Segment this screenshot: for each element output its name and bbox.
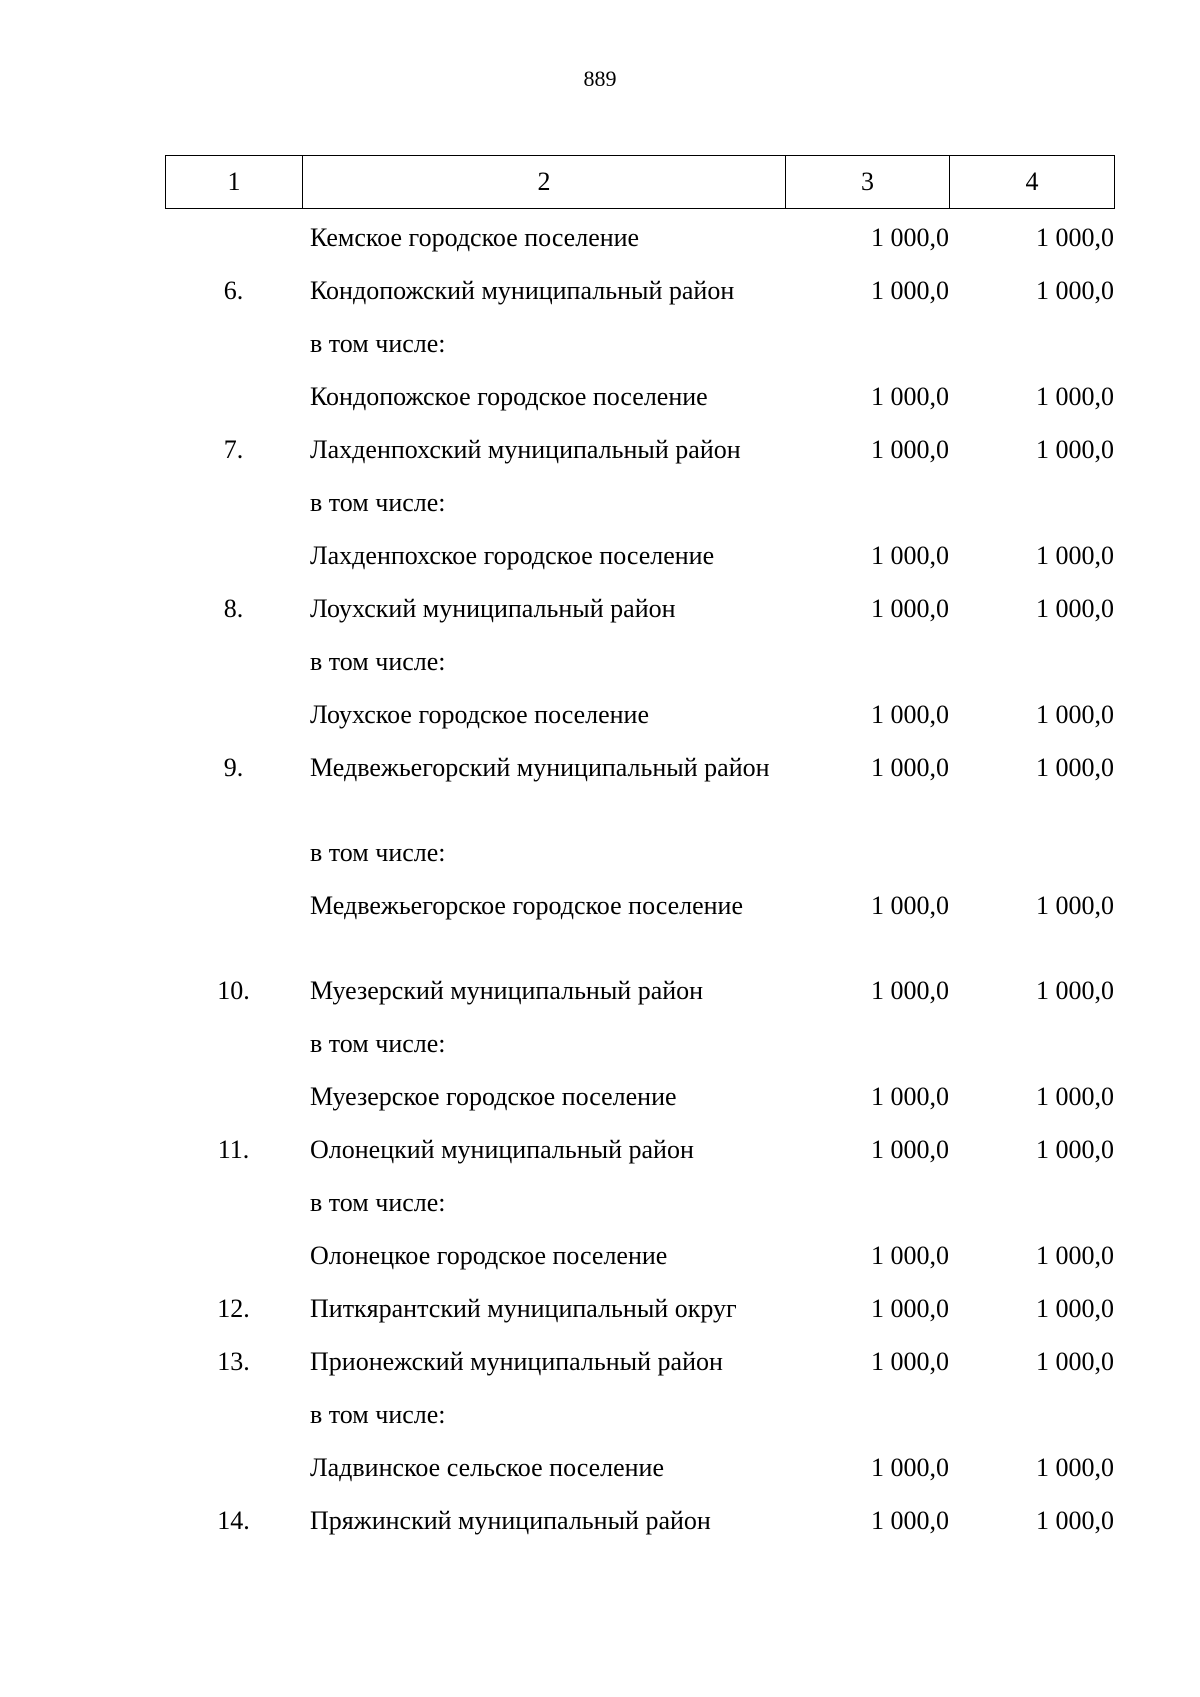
table-row <box>165 1187 1115 1240</box>
table-row <box>165 1452 1115 1505</box>
table-row <box>165 1134 1115 1187</box>
row-number: 8. <box>223 594 244 623</box>
row-number: 13. <box>217 1347 250 1376</box>
row-number: 7. <box>223 435 244 464</box>
row-name: Ладвинское сельское поселение <box>310 1453 664 1482</box>
row-name: Прионежский муниципальный район <box>310 1347 723 1376</box>
table-row <box>165 1081 1115 1134</box>
row-name: в том числе: <box>310 1400 446 1429</box>
row-value-col3: 1 000,0 <box>871 753 949 782</box>
row-name: Муезерский муниципальный район <box>310 976 704 1005</box>
row-value-col3: 1 000,0 <box>871 435 949 464</box>
table-row <box>165 434 1115 487</box>
table-row <box>165 646 1115 699</box>
row-name: Питкярантский муниципальный округ <box>310 1294 737 1323</box>
table-row <box>165 1505 1115 1558</box>
row-name: Медвежьегорский муниципальный район <box>310 753 770 782</box>
table-row <box>165 1293 1115 1346</box>
table-row <box>165 1399 1115 1452</box>
table-header <box>165 155 1115 209</box>
row-name: Лахденпохский муниципальный район <box>310 435 741 464</box>
row-value-col4: 1 000,0 <box>1036 1453 1114 1482</box>
row-value-col3: 1 000,0 <box>871 223 949 252</box>
row-value-col3: 1 000,0 <box>871 700 949 729</box>
row-name: Пряжинский муниципальный район <box>310 1506 711 1535</box>
row-value-col3: 1 000,0 <box>871 1294 949 1323</box>
row-value-col4: 1 000,0 <box>1036 541 1114 570</box>
row-value-col3: 1 000,0 <box>871 1135 949 1164</box>
row-number: 6. <box>223 276 244 305</box>
table-row <box>165 487 1115 540</box>
table-row <box>165 540 1115 593</box>
table-row <box>165 752 1115 837</box>
row-name: в том числе: <box>310 838 446 867</box>
row-value-col4: 1 000,0 <box>1036 1135 1114 1164</box>
table-row <box>165 699 1115 752</box>
row-value-col3: 1 000,0 <box>871 1453 949 1482</box>
row-value-col4: 1 000,0 <box>1036 276 1114 305</box>
row-value-col4: 1 000,0 <box>1036 700 1114 729</box>
table-row <box>165 975 1115 1028</box>
table-row <box>165 593 1115 646</box>
row-value-col4: 1 000,0 <box>1036 223 1114 252</box>
row-value-col3: 1 000,0 <box>871 1506 949 1535</box>
table-row <box>165 1240 1115 1293</box>
header-col-1: 1 <box>166 156 303 209</box>
row-value-col3: 1 000,0 <box>871 976 949 1005</box>
row-number: 11. <box>217 1135 250 1164</box>
row-value-col4: 1 000,0 <box>1036 1241 1114 1270</box>
row-value-col3: 1 000,0 <box>871 1241 949 1270</box>
row-name: Олонецкий муниципальный район <box>310 1135 694 1164</box>
row-value-col4: 1 000,0 <box>1036 594 1114 623</box>
table-row <box>165 222 1115 275</box>
row-name: в том числе: <box>310 1029 446 1058</box>
table-row <box>165 890 1115 975</box>
row-number: 10. <box>217 976 250 1005</box>
row-value-col3: 1 000,0 <box>871 1347 949 1376</box>
row-value-col3: 1 000,0 <box>871 1082 949 1111</box>
table-row <box>165 1346 1115 1399</box>
row-value-col4: 1 000,0 <box>1036 1082 1114 1111</box>
table-row <box>165 275 1115 328</box>
row-name: в том числе: <box>310 647 446 676</box>
row-name: Кемское городское поселение <box>310 223 640 252</box>
row-name: Кондопожское городское поселение <box>310 382 708 411</box>
row-value-col3: 1 000,0 <box>871 891 949 920</box>
row-name: Лоухский муниципальный район <box>310 594 676 623</box>
table-row <box>165 1028 1115 1081</box>
row-value-col3: 1 000,0 <box>871 382 949 411</box>
row-name: Медвежьегорское городское поселение <box>310 891 743 920</box>
row-name: в том числе: <box>310 1188 446 1217</box>
table-row <box>165 837 1115 890</box>
row-value-col4: 1 000,0 <box>1036 891 1114 920</box>
header-row <box>166 156 1115 209</box>
row-name: Кондопожский муниципальный район <box>310 276 735 305</box>
header-col-2: 2 <box>303 156 786 209</box>
row-value-col3: 1 000,0 <box>871 276 949 305</box>
row-name: в том числе: <box>310 488 446 517</box>
row-name: в том числе: <box>310 329 446 358</box>
row-number: 12. <box>217 1294 250 1323</box>
row-name: Лоухское городское поселение <box>310 700 650 729</box>
row-value-col3: 1 000,0 <box>871 541 949 570</box>
table-row <box>165 328 1115 381</box>
header-col-3: 3 <box>786 156 950 209</box>
row-value-col4: 1 000,0 <box>1036 976 1114 1005</box>
row-value-col4: 1 000,0 <box>1036 382 1114 411</box>
header-col-4: 4 <box>950 156 1115 209</box>
row-value-col4: 1 000,0 <box>1036 1506 1114 1535</box>
row-value-col4: 1 000,0 <box>1036 1294 1114 1323</box>
table-body <box>165 222 1115 1558</box>
row-value-col3: 1 000,0 <box>871 594 949 623</box>
row-number: 9. <box>223 753 244 782</box>
row-value-col4: 1 000,0 <box>1036 753 1114 782</box>
row-name: Олонецкое городское поселение <box>310 1241 668 1270</box>
row-number: 14. <box>217 1506 250 1535</box>
row-value-col4: 1 000,0 <box>1036 1347 1114 1376</box>
row-name: Муезерское городское поселение <box>310 1082 677 1111</box>
row-value-col4: 1 000,0 <box>1036 435 1114 464</box>
page-number: 889 <box>583 66 617 91</box>
table-row <box>165 381 1115 434</box>
row-name: Лахденпохское городское поселение <box>310 541 715 570</box>
